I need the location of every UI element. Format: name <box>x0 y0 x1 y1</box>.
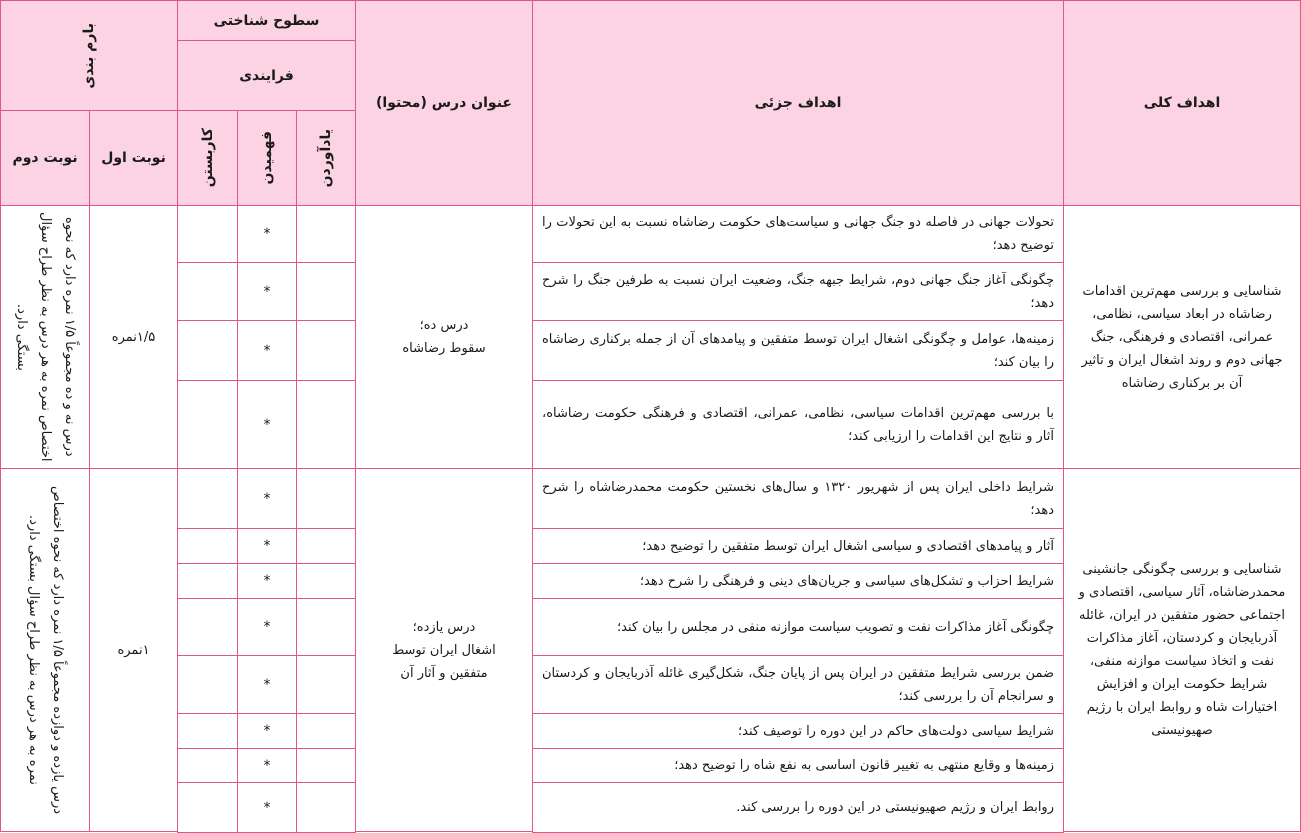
apply-mark <box>177 528 238 564</box>
apply-mark <box>177 320 238 381</box>
remember-mark <box>296 782 356 833</box>
header-understand <box>237 110 297 206</box>
understand-mark: * <box>237 598 297 656</box>
apply-mark <box>177 655 238 714</box>
remember-mark <box>296 205 356 263</box>
remember-mark <box>296 528 356 564</box>
apply-mark <box>177 598 238 656</box>
remember-mark <box>296 262 356 321</box>
apply-mark <box>177 782 238 833</box>
objective-text: تحولات جهانی در فاصله دو جنگ جهانی و سیاست‌های حکومت رضاشاه نسبت به این تحولات را توضیح دهد؛ <box>532 205 1064 263</box>
understand-mark: * <box>237 262 297 321</box>
second-term-note <box>0 205 90 469</box>
apply-mark <box>177 563 238 599</box>
objective-text: آثار و پیامدهای اقتصادی و سیاسی اشغال ایران توسط متفقین را توضیح دهد؛ <box>532 528 1064 564</box>
apply-mark <box>177 262 238 321</box>
header-process: فرایندی <box>177 40 356 111</box>
apply-mark <box>177 468 238 529</box>
apply-mark <box>177 205 238 263</box>
second-term-note <box>0 468 90 832</box>
objective-text: چگونگی آغاز مذاکرات نفت و تصویب سیاست موازنه منفی در مجلس را بیان کند؛ <box>532 598 1064 656</box>
apply-mark <box>177 380 238 469</box>
header-second-term: نوبت دوم <box>0 110 90 206</box>
header-scoring <box>0 0 178 111</box>
understand-mark: * <box>237 468 297 529</box>
second-term-note-text: درس نه و ده مجموعاً ۱/۵ نمره دارد که نحوه اختصاص نمره به هر درس به نظر طراح سؤال بستگی دارد. <box>14 212 77 462</box>
remember-mark <box>296 748 356 783</box>
objective-text: شرایط احزاب و تشکل‌های سیاسی و جریان‌های دینی و فرهنگی را شرح دهد؛ <box>532 563 1064 599</box>
apply-mark <box>177 748 238 783</box>
second-term-note-text: درس یازده و دوازده مجموعاً ۱/۵ نمره دارد که نحوه اختصاص نمره به هر درس به نظر طراح سؤال بستگی دارد. <box>26 485 65 815</box>
header-cognitive-levels: سطوح شناختی <box>177 0 356 41</box>
general-goal-cell: شناسایی و بررسی چگونگی جانشینی محمدرضاشاه، آثار سیاسی، اقتصادی و اجتماعی حضور متفقین در ایران، غائله آذربایجان و کردستان، آغاز مذاکرات نفت و اتخاذ سیاست موازنه منفی، شرایط حکومت ایران و افزایش اختیارات شاه و روابط ایران با رژیم صهیونیستی <box>1063 468 1301 832</box>
objective-text: شرایط سیاسی دولت‌های حاکم در این دوره را توصیف کند؛ <box>532 713 1064 749</box>
objective-text: زمینه‌ها و وقایع منتهی به تغییر قانون اساسی به نفع شاه را توضیح دهد؛ <box>532 748 1064 783</box>
header-general-goals: اهداف کلی <box>1063 0 1301 206</box>
objective-text: ضمن بررسی شرایط متفقین در ایران پس از پایان جنگ، شکل‌گیری غائله آذربایجان و کردستان و سرانجام آن را بررسی کند؛ <box>532 655 1064 714</box>
remember-mark <box>296 598 356 656</box>
objective-text: زمینه‌ها، عوامل و چگونگی اشغال ایران توسط متفقین و پیامدهای آن از جمله برکناری رضاشاه را بیان کند؛ <box>532 320 1064 381</box>
remember-mark <box>296 320 356 381</box>
objective-text: روابط ایران و رژیم صهیونیستی در این دوره را بررسی کند. <box>532 782 1064 833</box>
remember-mark <box>296 563 356 599</box>
remember-mark <box>296 655 356 714</box>
header-specific-goals: اهداف جزئی <box>532 0 1064 206</box>
remember-mark <box>296 380 356 469</box>
remember-mark <box>296 468 356 529</box>
lesson-title-cell: درس یازده؛ اشغال ایران توسط متفقین و آثار آن <box>355 468 533 832</box>
understand-mark: * <box>237 563 297 599</box>
objective-text: با بررسی مهم‌ترین اقدامات سیاسی، نظامی، عمرانی، اقتصادی و فرهنگی حکومت رضاشاه، آثار و نتایج این اقدامات را ارزیابی کند؛ <box>532 380 1064 469</box>
understand-mark: * <box>237 528 297 564</box>
understand-mark: * <box>237 205 297 263</box>
header-understand-label: فهمیدن <box>259 131 275 185</box>
first-term-score: ۱/۵نمره <box>89 205 178 469</box>
general-goal-cell: شناسایی و بررسی مهم‌ترین اقدامات رضاشاه در ابعاد سیاسی، نظامی، عمرانی، اقتصادی و فرهنگی، جنگ جهانی دوم و روند اشغال ایران و تاثیر آن بر برکناری رضاشاه <box>1063 205 1301 469</box>
first-term-score: ۱نمره <box>89 468 178 832</box>
header-remember-label: یادآوردن <box>318 128 334 188</box>
header-scoring-label: بارم بندی <box>81 22 97 89</box>
header-apply <box>177 110 238 206</box>
header-lesson-title: عنوان درس (محتوا) <box>355 0 533 206</box>
apply-mark <box>177 713 238 749</box>
understand-mark: * <box>237 320 297 381</box>
header-remember <box>296 110 356 206</box>
understand-mark: * <box>237 748 297 783</box>
understand-mark: * <box>237 782 297 833</box>
remember-mark <box>296 713 356 749</box>
understand-mark: * <box>237 713 297 749</box>
header-apply-label: کاربستن <box>199 128 216 188</box>
objective-text: شرایط داخلی ایران پس از شهریور ۱۳۲۰ و سال‌های نخستین حکومت محمدرضاشاه را شرح دهد؛ <box>532 468 1064 529</box>
objective-text: چگونگی آغاز جنگ جهانی دوم، شرایط جبهه جنگ، وضعیت ایران نسبت به طرفین جنگ را شرح دهد؛ <box>532 262 1064 321</box>
lesson-title-cell: درس ده؛ سقوط رضاشاه <box>355 205 533 469</box>
understand-mark: * <box>237 655 297 714</box>
understand-mark: * <box>237 380 297 469</box>
header-first-term: نوبت اول <box>89 110 178 206</box>
